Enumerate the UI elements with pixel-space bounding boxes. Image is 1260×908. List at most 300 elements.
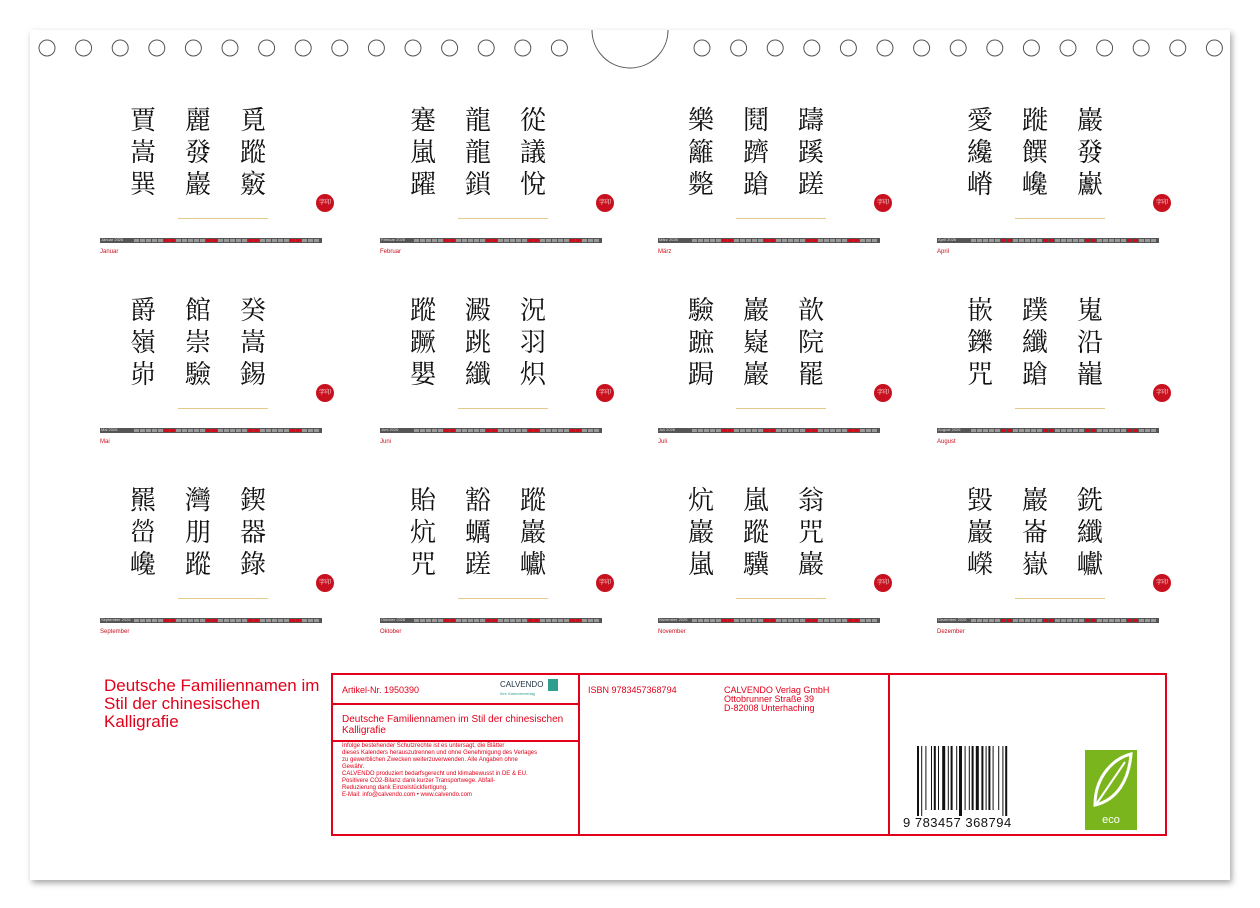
day-cell bbox=[752, 429, 757, 432]
day-cell bbox=[492, 429, 497, 432]
calligraphy-glyph: 巉 bbox=[130, 550, 157, 580]
binding-hole bbox=[731, 40, 747, 56]
barcode-bar bbox=[988, 746, 990, 810]
day-cell bbox=[242, 429, 247, 432]
calligraphy-glyph: 發 bbox=[185, 138, 212, 168]
day-cell bbox=[1013, 429, 1018, 432]
calligraphy-glyph: 蹤 bbox=[520, 486, 547, 516]
calligraphy-glyph: 巽 bbox=[130, 170, 157, 200]
calligraphy-glyph: 鍥 bbox=[240, 486, 267, 516]
calligraphy-glyph: 蹼 bbox=[1022, 296, 1049, 326]
month-name: Januar bbox=[100, 249, 119, 255]
publisher-line: D-82008 Unterhaching bbox=[724, 703, 815, 713]
calligraphy-glyph: 巖 bbox=[1077, 106, 1104, 136]
day-cell bbox=[420, 239, 425, 242]
day-cell bbox=[236, 239, 241, 242]
day-cell bbox=[788, 239, 793, 242]
legal-text bbox=[342, 743, 577, 799]
day-cell bbox=[134, 619, 139, 622]
day-cell bbox=[704, 239, 709, 242]
day-strip bbox=[380, 238, 602, 243]
red-seal-stamp: 字印 bbox=[596, 384, 614, 402]
day-cell bbox=[1055, 239, 1060, 242]
binding-hole bbox=[551, 40, 567, 56]
day-cell bbox=[1115, 429, 1120, 432]
day-cell bbox=[290, 239, 295, 242]
day-cell bbox=[1061, 429, 1066, 432]
calligraphy-glyph: 咒 bbox=[967, 360, 994, 390]
day-cell bbox=[266, 619, 271, 622]
day-strip-label: Januar 2026 bbox=[101, 237, 124, 242]
day-cell bbox=[456, 429, 461, 432]
day-cell bbox=[800, 429, 805, 432]
day-cell bbox=[140, 619, 145, 622]
day-cell bbox=[224, 619, 229, 622]
calligraphy-glyphs bbox=[130, 100, 331, 230]
binding-hole bbox=[222, 40, 238, 56]
calligraphy-glyph: 錫 bbox=[240, 360, 267, 390]
day-cell bbox=[1109, 619, 1114, 622]
day-cell bbox=[824, 619, 829, 622]
barcode-bar bbox=[1002, 746, 1003, 816]
calligraphy-glyph: 蹇 bbox=[410, 106, 437, 136]
day-cell bbox=[576, 619, 581, 622]
calligraphy-glyph: 蹠 bbox=[688, 328, 715, 358]
day-cell bbox=[522, 239, 527, 242]
day-cell bbox=[170, 239, 175, 242]
day-strip bbox=[100, 238, 322, 243]
day-cell bbox=[272, 619, 277, 622]
eco-label: eco bbox=[1102, 814, 1120, 826]
day-cell bbox=[1133, 429, 1138, 432]
binding-hole bbox=[1060, 40, 1076, 56]
day-cell bbox=[722, 429, 727, 432]
day-cell bbox=[152, 239, 157, 242]
day-cell bbox=[1127, 239, 1132, 242]
day-cell bbox=[794, 619, 799, 622]
calligraphy-glyph: 蹤 bbox=[410, 296, 437, 326]
day-cell bbox=[522, 619, 527, 622]
day-cell bbox=[710, 619, 715, 622]
calligraphy-glyph: 竅 bbox=[240, 170, 267, 200]
day-cell bbox=[582, 239, 587, 242]
binding-hole bbox=[950, 40, 966, 56]
day-cell bbox=[716, 619, 721, 622]
day-cell bbox=[194, 619, 199, 622]
day-cell bbox=[266, 239, 271, 242]
day-cell bbox=[290, 429, 295, 432]
red-seal-stamp: 字印 bbox=[874, 384, 892, 402]
calligraphy-glyph: 豁 bbox=[465, 486, 492, 516]
calligraphy-glyph: 巖 bbox=[798, 550, 825, 580]
barcode-bar bbox=[938, 746, 939, 810]
day-cell bbox=[860, 239, 865, 242]
calligraphy-glyphs bbox=[130, 290, 331, 420]
binding-hole bbox=[295, 40, 311, 56]
calligraphy-glyph: 院 bbox=[798, 328, 825, 358]
publisher-line: CALVENDO Verlag GmbH bbox=[724, 685, 830, 695]
day-cell bbox=[516, 429, 521, 432]
day-cell bbox=[546, 239, 551, 242]
day-cell bbox=[782, 239, 787, 242]
day-cell bbox=[206, 619, 211, 622]
day-cell bbox=[1139, 619, 1144, 622]
day-cell bbox=[468, 619, 473, 622]
day-cell bbox=[1097, 619, 1102, 622]
calligraphy-glyph: 議 bbox=[520, 138, 547, 168]
month-name: Dezember bbox=[937, 629, 965, 635]
day-cell bbox=[206, 429, 211, 432]
day-cell bbox=[1109, 429, 1114, 432]
day-cell bbox=[1097, 429, 1102, 432]
day-cell bbox=[710, 429, 715, 432]
day-cell bbox=[480, 619, 485, 622]
barcode-bar bbox=[981, 746, 983, 810]
day-cell bbox=[1025, 239, 1030, 242]
caption-line bbox=[458, 218, 548, 219]
calligraphy-glyphs bbox=[967, 480, 1168, 610]
calligraphy-glyph: 纔 bbox=[967, 138, 994, 168]
day-cell bbox=[486, 619, 491, 622]
caption-line bbox=[1015, 218, 1105, 219]
calligraphy-glyph: 躋 bbox=[743, 138, 770, 168]
day-cell bbox=[426, 239, 431, 242]
day-cell bbox=[552, 429, 557, 432]
day-cell bbox=[248, 619, 253, 622]
binding-hole bbox=[1133, 40, 1149, 56]
day-cell bbox=[432, 619, 437, 622]
day-cell bbox=[414, 239, 419, 242]
legal-line: Reduzierung dank Einzelstückfertigung. bbox=[342, 785, 448, 791]
day-cell bbox=[438, 239, 443, 242]
day-cell bbox=[140, 429, 145, 432]
day-cell bbox=[1139, 429, 1144, 432]
day-cell bbox=[260, 429, 265, 432]
legal-line: CALVENDO produziert bedarfsgerecht und klimabewusst in DE & EU. bbox=[342, 771, 528, 777]
barcode-bar bbox=[986, 746, 987, 810]
binding-hole bbox=[1170, 40, 1186, 56]
day-cell bbox=[302, 429, 307, 432]
day-cell bbox=[824, 429, 829, 432]
day-cell bbox=[1037, 619, 1042, 622]
day-cell bbox=[534, 239, 539, 242]
day-cell bbox=[570, 619, 575, 622]
day-cell bbox=[1043, 429, 1048, 432]
calligraphy-glyph: 蹤 bbox=[185, 550, 212, 580]
day-cell bbox=[740, 429, 745, 432]
calligraphy-glyph: 蹤 bbox=[240, 138, 267, 168]
day-cell bbox=[734, 619, 739, 622]
day-cell bbox=[504, 239, 509, 242]
day-cell bbox=[176, 239, 181, 242]
calligraphy-glyphs bbox=[967, 290, 1168, 420]
day-cell bbox=[977, 429, 982, 432]
calligraphy-glyph: 銑 bbox=[1077, 486, 1104, 516]
red-seal-stamp: 字印 bbox=[316, 194, 334, 212]
day-cell bbox=[230, 239, 235, 242]
binding-hole bbox=[767, 40, 783, 56]
day-cell bbox=[722, 239, 727, 242]
day-cell bbox=[977, 239, 982, 242]
day-cell bbox=[152, 619, 157, 622]
calligraphy-glyph: 蹌 bbox=[743, 170, 770, 200]
day-cell bbox=[456, 239, 461, 242]
day-cell bbox=[716, 429, 721, 432]
day-cell bbox=[866, 619, 871, 622]
calligraphy-glyph: 況 bbox=[520, 296, 547, 326]
calvendo-logo bbox=[500, 679, 558, 696]
day-cell bbox=[474, 619, 479, 622]
day-cell bbox=[1073, 239, 1078, 242]
calligraphy-glyph: 罷 bbox=[798, 360, 825, 390]
day-cell bbox=[800, 239, 805, 242]
day-cell bbox=[164, 619, 169, 622]
calligraphy-glyph: 嶽 bbox=[1022, 550, 1049, 580]
day-cell bbox=[170, 429, 175, 432]
day-cell bbox=[788, 429, 793, 432]
calligraphy-glyph: 纖 bbox=[1077, 518, 1104, 548]
day-cell bbox=[1061, 619, 1066, 622]
day-cell bbox=[314, 619, 319, 622]
day-cell bbox=[734, 429, 739, 432]
day-strip bbox=[100, 428, 322, 433]
day-cell bbox=[1061, 239, 1066, 242]
day-cell bbox=[854, 239, 859, 242]
day-cell bbox=[218, 429, 223, 432]
day-cell bbox=[302, 619, 307, 622]
day-cell bbox=[260, 239, 265, 242]
day-cell bbox=[570, 239, 575, 242]
day-cell bbox=[854, 429, 859, 432]
day-cell bbox=[770, 429, 775, 432]
day-cell bbox=[594, 239, 599, 242]
day-cell bbox=[242, 239, 247, 242]
eco-badge bbox=[1085, 750, 1137, 830]
day-cell bbox=[594, 619, 599, 622]
day-cell bbox=[498, 619, 503, 622]
day-cell bbox=[444, 429, 449, 432]
day-cell bbox=[830, 619, 835, 622]
day-cell bbox=[1151, 239, 1156, 242]
day-cell bbox=[1007, 239, 1012, 242]
day-cell bbox=[212, 619, 217, 622]
month-name: September bbox=[100, 629, 130, 635]
day-strip-label: März 2026 bbox=[659, 237, 678, 242]
calligraphy-glyph: 愛 bbox=[967, 106, 994, 136]
calvendo-logo-sub: Ihre Kalenderverlag bbox=[500, 691, 535, 696]
day-cell bbox=[194, 429, 199, 432]
day-cell bbox=[462, 619, 467, 622]
month-november bbox=[658, 480, 898, 660]
red-seal-stamp: 字印 bbox=[316, 384, 334, 402]
day-cell bbox=[1031, 619, 1036, 622]
day-cell bbox=[764, 429, 769, 432]
calligraphy-glyph: 龍 bbox=[465, 106, 492, 136]
day-cell bbox=[806, 619, 811, 622]
day-cell bbox=[872, 619, 877, 622]
month-name: Juni bbox=[380, 439, 392, 445]
month-juli bbox=[658, 290, 898, 470]
day-cell bbox=[1103, 429, 1108, 432]
day-cell bbox=[818, 429, 823, 432]
month-august bbox=[937, 290, 1177, 470]
day-cell bbox=[308, 239, 313, 242]
calligraphy-glyphs bbox=[410, 480, 611, 610]
caption-line bbox=[736, 408, 826, 409]
day-cell bbox=[995, 239, 1000, 242]
day-cell bbox=[818, 619, 823, 622]
day-cell bbox=[450, 429, 455, 432]
calligraphy-glyph: 館 bbox=[185, 296, 212, 326]
red-seal-stamp: 字印 bbox=[596, 194, 614, 212]
day-cell bbox=[146, 429, 151, 432]
day-cell bbox=[995, 429, 1000, 432]
binding-hole bbox=[694, 40, 710, 56]
calligraphy-glyph: 巖 bbox=[967, 518, 994, 548]
calligraphy-glyph: 躍 bbox=[410, 170, 437, 200]
day-cell bbox=[278, 619, 283, 622]
day-cell bbox=[782, 619, 787, 622]
day-cell bbox=[486, 429, 491, 432]
day-cell bbox=[1151, 429, 1156, 432]
calligraphy-glyph: 發 bbox=[1077, 138, 1104, 168]
calligraphy-glyph: 蹊 bbox=[798, 138, 825, 168]
calligraphy-glyph: 崇 bbox=[185, 328, 212, 358]
barcode-bar bbox=[925, 746, 926, 810]
day-cell bbox=[200, 619, 205, 622]
day-cell bbox=[588, 239, 593, 242]
day-cell bbox=[983, 429, 988, 432]
day-cell bbox=[812, 239, 817, 242]
day-cell bbox=[230, 619, 235, 622]
calvendo-logo-text: CALVENDO bbox=[500, 680, 544, 690]
day-cell bbox=[432, 429, 437, 432]
caption-line bbox=[178, 218, 268, 219]
day-cell bbox=[528, 239, 533, 242]
day-cell bbox=[236, 429, 241, 432]
day-cell bbox=[218, 619, 223, 622]
calligraphy-glyph: 嵩 bbox=[240, 328, 267, 358]
day-cell bbox=[1139, 239, 1144, 242]
day-cell bbox=[812, 619, 817, 622]
calligraphy-glyph: 蠣 bbox=[465, 518, 492, 548]
calligraphy-glyph: 斃 bbox=[688, 170, 715, 200]
day-cell bbox=[510, 429, 515, 432]
month-april bbox=[937, 100, 1177, 280]
barcode-bar bbox=[1005, 746, 1007, 816]
day-cell bbox=[752, 239, 757, 242]
calligraphy-glyph: 毀 bbox=[967, 486, 994, 516]
day-cell bbox=[764, 239, 769, 242]
month-oktober bbox=[380, 480, 620, 660]
day-cell bbox=[1037, 429, 1042, 432]
calligraphy-glyph: 澱 bbox=[465, 296, 492, 326]
day-cell bbox=[842, 619, 847, 622]
legal-line: dieses Kalenders herauszutrennen und ohne Genehmigung des Verlages bbox=[342, 750, 538, 756]
day-cell bbox=[692, 619, 697, 622]
day-cell bbox=[989, 619, 994, 622]
day-cell bbox=[200, 239, 205, 242]
binding-hole bbox=[804, 40, 820, 56]
day-cell bbox=[498, 429, 503, 432]
day-cell bbox=[995, 619, 1000, 622]
red-seal-stamp: 字印 bbox=[874, 574, 892, 592]
day-cell bbox=[806, 429, 811, 432]
day-cell bbox=[528, 429, 533, 432]
day-cell bbox=[540, 429, 545, 432]
day-cell bbox=[450, 619, 455, 622]
barcode-bar bbox=[976, 746, 979, 810]
day-cell bbox=[716, 239, 721, 242]
day-cell bbox=[1079, 239, 1084, 242]
day-strip-label: Dezember 2026 bbox=[938, 617, 967, 622]
month-name: April bbox=[937, 249, 950, 255]
day-cell bbox=[266, 429, 271, 432]
day-cell bbox=[182, 619, 187, 622]
day-cell bbox=[534, 619, 539, 622]
day-cell bbox=[971, 239, 976, 242]
calligraphy-glyph: 從 bbox=[520, 106, 547, 136]
calligraphy-glyph: 嵐 bbox=[743, 486, 770, 516]
red-seal-stamp: 字印 bbox=[1153, 574, 1171, 592]
calligraphy-glyph: 嬰 bbox=[410, 360, 437, 390]
day-cell bbox=[1013, 239, 1018, 242]
day-cell bbox=[510, 619, 515, 622]
hanger-notch bbox=[592, 30, 668, 68]
day-cell bbox=[1073, 429, 1078, 432]
calligraphy-glyph: 嶺 bbox=[130, 328, 157, 358]
day-cell bbox=[314, 429, 319, 432]
calligraphy-glyph: 沿 bbox=[1077, 328, 1104, 358]
day-strip-label: Februar 2026 bbox=[381, 237, 406, 242]
calligraphy-glyph: 樂 bbox=[688, 106, 715, 136]
day-cell bbox=[504, 429, 509, 432]
calligraphy-glyph: 嵴 bbox=[967, 170, 994, 200]
day-cell bbox=[594, 429, 599, 432]
day-strip bbox=[937, 618, 1159, 623]
day-cell bbox=[1151, 619, 1156, 622]
barcode-bar bbox=[934, 746, 936, 810]
calligraphy-glyphs bbox=[410, 100, 611, 230]
day-cell bbox=[414, 429, 419, 432]
day-strip-label: Juni 2026 bbox=[381, 427, 399, 432]
day-cell bbox=[296, 239, 301, 242]
red-seal-stamp: 字印 bbox=[1153, 194, 1171, 212]
day-cell bbox=[1145, 239, 1150, 242]
day-strip bbox=[937, 238, 1159, 243]
day-cell bbox=[1073, 619, 1078, 622]
day-cell bbox=[1025, 429, 1030, 432]
day-cell bbox=[1019, 619, 1024, 622]
day-strip-label: November 2026 bbox=[659, 617, 688, 622]
calligraphy-glyph: 炕 bbox=[410, 518, 437, 548]
day-cell bbox=[1079, 429, 1084, 432]
day-cell bbox=[438, 429, 443, 432]
caption-line bbox=[178, 408, 268, 409]
day-cell bbox=[698, 239, 703, 242]
day-cell bbox=[420, 429, 425, 432]
day-cell bbox=[444, 239, 449, 242]
calligraphy-glyph: 賈 bbox=[130, 106, 157, 136]
calligraphy-glyph: 錄 bbox=[240, 550, 267, 580]
caption-line bbox=[458, 408, 548, 409]
day-cell bbox=[308, 429, 313, 432]
day-cell bbox=[188, 239, 193, 242]
legal-line: E-Mail: info@calvendo.com • www.calvendo.com bbox=[342, 792, 472, 798]
day-strip-label: Juli 2026 bbox=[659, 427, 676, 432]
binding-hole bbox=[478, 40, 494, 56]
day-cell bbox=[492, 619, 497, 622]
